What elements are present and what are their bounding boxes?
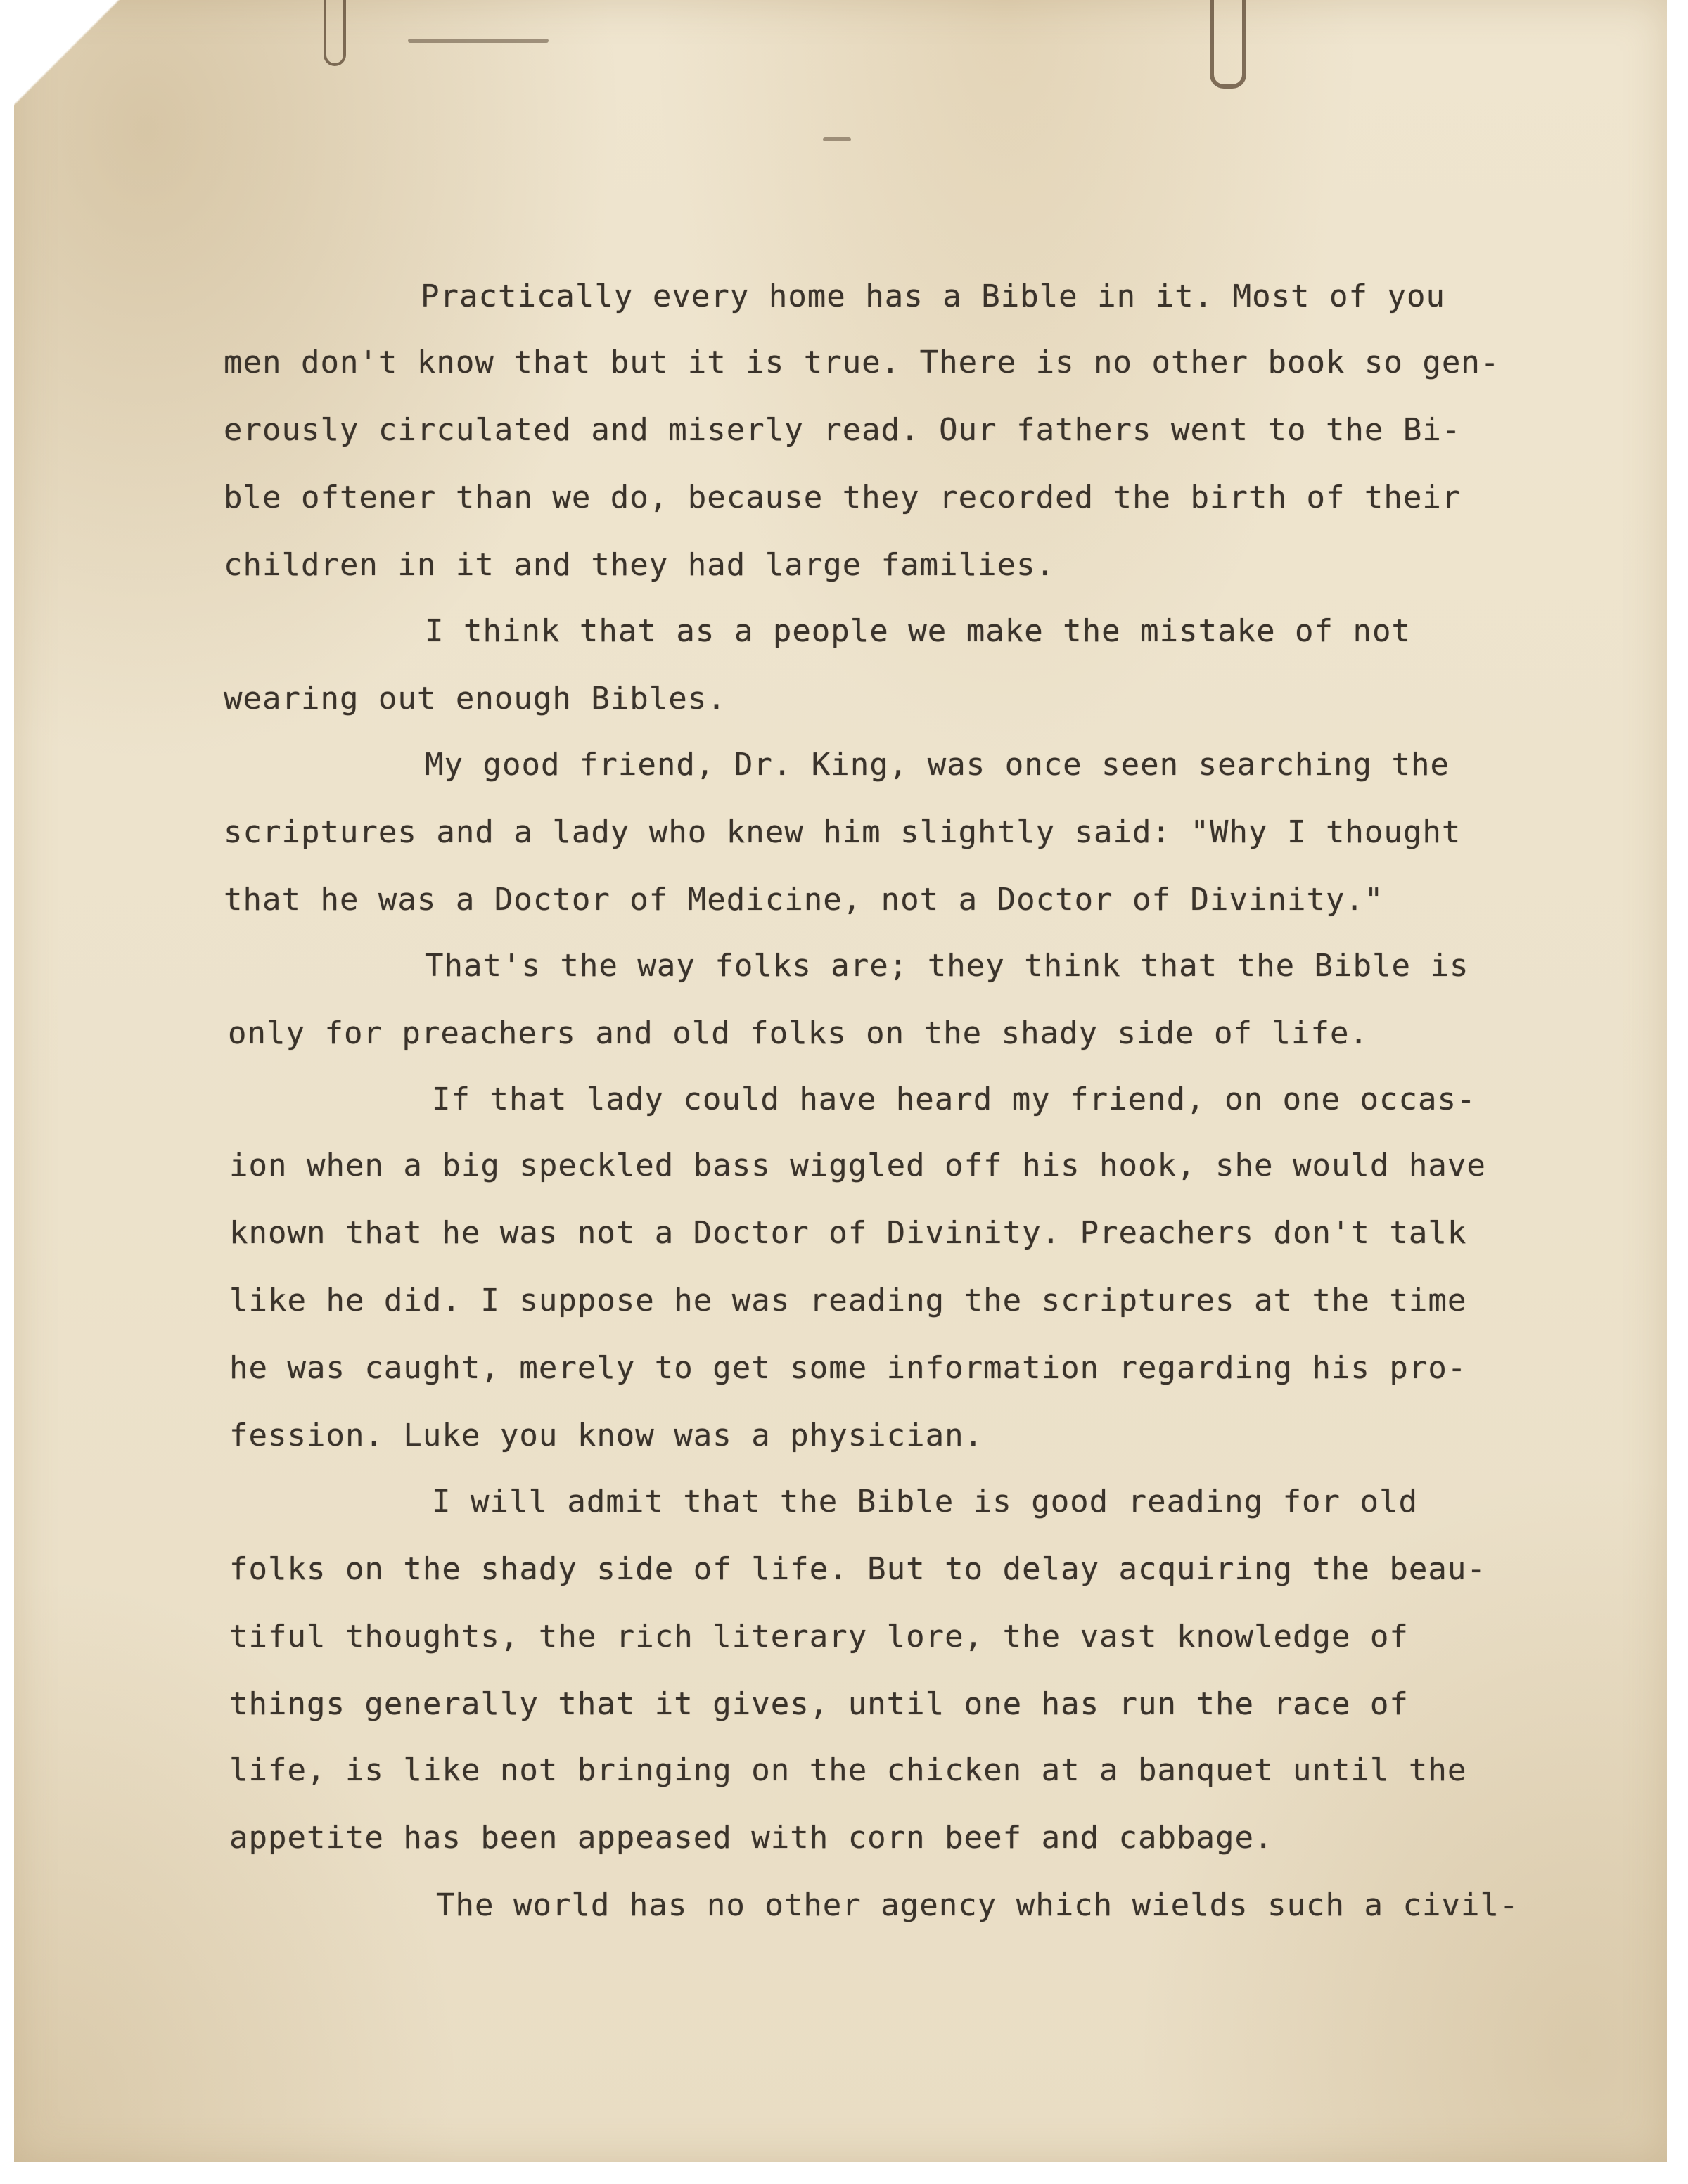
text-line: The world has no other agency which wields such a civil-	[436, 1887, 1519, 1923]
text-line: I think that as a people we make the mistake of not	[425, 613, 1412, 649]
text-line: children in it and they had large families.	[224, 547, 1056, 583]
text-line: appetite has been appeased with corn beef and cabbage.	[229, 1820, 1274, 1856]
text-line: folks on the shady side of life. But to delay acquiring the beau-	[229, 1551, 1486, 1587]
text-line: like he did. I suppose he was reading the scriptures at the time	[229, 1283, 1467, 1318]
text-line: life, is like not bringing on the chicken at a banquet until the	[229, 1752, 1467, 1788]
text-line: That's the way folks are; they think that the Bible is	[425, 948, 1469, 984]
text-line: things generally that it gives, until one has run the race of	[229, 1686, 1409, 1722]
text-line: that he was a Doctor of Medicine, not a Doctor of Divinity."	[224, 882, 1384, 918]
text-line: fession. Luke you know was a physician.	[229, 1418, 984, 1453]
text-line: My good friend, Dr. King, was once seen searching the	[425, 747, 1450, 783]
text-line: If that lady could have heard my friend, on one occas-	[432, 1081, 1476, 1117]
text-line: ion when a big speckled bass wiggled off his hook, she would have	[229, 1148, 1486, 1183]
text-line: ble oftener than we do, because they recorded the birth of their	[224, 480, 1462, 515]
text-line: he was caught, merely to get some information regarding his pro-	[229, 1350, 1467, 1386]
text-line: Practically every home has a Bible in it. Most of you	[421, 278, 1445, 314]
text-line: tiful thoughts, the rich literary lore, the vast knowledge of	[229, 1619, 1409, 1655]
text-line: only for preachers and old folks on the shady side of life.	[228, 1015, 1369, 1051]
text-line: erously circulated and miserly read. Our fathers went to the Bi-	[224, 412, 1462, 448]
text-line: I will admit that the Bible is good reading for old	[432, 1484, 1419, 1520]
text-line: known that he was not a Doctor of Divinity. Preachers don't talk	[229, 1215, 1467, 1251]
text-line: wearing out enough Bibles.	[224, 681, 727, 717]
text-line: scriptures and a lady who knew him slightly said: "Why I thought	[224, 814, 1462, 850]
text-line: men don't know that but it is true. There is no other book so gen-	[224, 345, 1500, 380]
